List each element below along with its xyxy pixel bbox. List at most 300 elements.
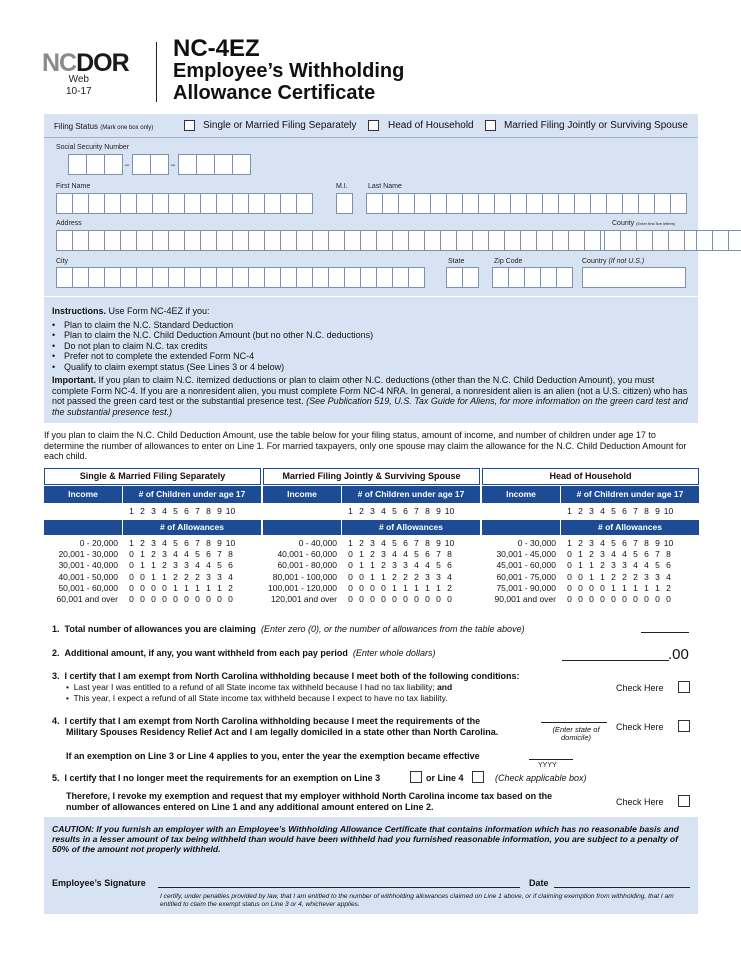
line-5-or: or Line 4 [426,773,464,783]
allowance-values [345,549,455,560]
child-count: 4 [381,506,386,516]
child-count: 8 [206,506,211,516]
mi-input[interactable] [336,193,352,214]
child-count: 10 [225,506,236,516]
county-label: County (Enter first five letters) [612,220,676,227]
allowance-value: 1 [140,549,145,560]
line-4-check-label: Check Here [616,722,664,732]
allowance-value: 0 [655,594,660,604]
caution-text: CAUTION: If you furnish an employer with an Employee’s Withholding Allowance Certificate that contains information which has no reasonable basis and results in a lesser amount of tax being withheld than would have been withheld had you furnished reasonable information, you are subject to a penalty of 50% of the amount not properly withheld. [52,824,679,854]
exempt-year-input[interactable] [529,759,573,760]
child-count: 10 [444,506,455,516]
allowance-value: 6 [447,560,452,571]
allowance-value: 3 [184,560,189,571]
certification-text: I certify, under penalties provided by law, that I am entitled to the number of withholding allowances claimed on Line 1 above, or if claiming exemption from withholding, that I am entitled to claim the exempt status on Line 3 or 4, whichever applies. [160,893,674,908]
allowance-value: 1 [414,582,419,593]
income-header: Income [263,486,341,503]
allowance-value: 1 [578,549,583,560]
allowance-value: 1 [403,582,408,593]
allowance-value: 0 [578,571,583,582]
allowance-value: 4 [392,549,397,560]
child-count: 3 [589,506,594,516]
allowance-value: 1 [622,582,627,593]
allowance-value: 5 [633,549,638,560]
allowance-value: 0 [567,549,572,560]
form-title [173,35,405,104]
line-3-checkbox[interactable] [678,681,690,693]
allowance-value: 4 [381,538,386,548]
allowance-value: 2 [622,571,627,582]
allowance-value: 0 [151,582,156,593]
allowance-value: 1 [359,560,364,571]
allowance-value: 4 [403,549,408,560]
filing-joint-label: Married Filing Jointly or Surviving Spouse [504,120,688,131]
allowance-value: 0 [370,594,375,604]
allowance-value: 0 [567,571,572,582]
instruction-bullet: • Prefer not to complete the extended Form NC-4 [52,351,692,362]
child-count: 10 [663,506,674,516]
allowance-value: 4 [633,560,638,571]
allowance-value: 1 [217,582,222,593]
child-count: 2 [140,506,145,516]
city-label: City [56,258,69,265]
allowance-value: 1 [611,582,616,593]
allowance-value: 7 [217,549,222,560]
first-name-input[interactable] [56,193,312,214]
date-label: Date [529,878,549,888]
child-count: 6 [184,506,189,516]
allowance-value: 0 [228,594,233,604]
child-count: 1 [567,506,572,516]
filing-hoh-label: Head of Household [388,120,474,131]
title-line-2: Allowance Certificate [173,82,376,104]
signature-label: Employee’s Signature [52,878,146,888]
allowance-value: 2 [447,582,452,593]
allowance-value: 7 [633,538,638,548]
revoke-text: Therefore, I revoke my exemption and request that my employer withhold North Carolina income tax based on the number of allowances entered on Line 1 and any additional amount entered on Line 2. [66,791,553,812]
allowance-value: 0 [600,582,605,593]
child-count: 5 [611,506,616,516]
allowance-value: 3 [655,571,660,582]
allowance-value: 3 [622,560,627,571]
allowance-value: 4 [644,560,649,571]
allowance-header-blank [44,520,122,535]
allowance-value: 1 [173,582,178,593]
allowance-value: 3 [644,571,649,582]
allowance-value: 0 [140,571,145,582]
allowance-value: 0 [151,594,156,604]
allowances-header: # of Allowances [561,520,699,535]
line-2: 2. Additional amount, if any, you want withheld from each pay period (Enter whole dollars) [52,648,436,658]
allowance-value: 1 [195,582,200,593]
line-5: 5. I certify that I no longer meet the requirements for an exemption on Line 3 [52,773,381,783]
allowance-value: 0 [622,594,627,604]
allowance-value: 6 [403,538,408,548]
allowance-value: 10 [444,538,455,548]
ssn-input[interactable]: - - [68,154,250,175]
allowance-value: 0 [162,582,167,593]
income-range: 40,001 - 50,000 [58,571,118,582]
allowance-value: 0 [129,582,134,593]
allowance-value: 1 [370,560,375,571]
allowance-value: 0 [403,594,408,604]
child-count: 7 [195,506,200,516]
line-4-checkbox[interactable] [678,720,690,732]
allowance-value: 5 [217,560,222,571]
signature-input[interactable] [158,887,520,888]
country-input[interactable] [582,267,686,288]
line-5-revoke-checkbox[interactable] [678,795,690,807]
date-input[interactable] [554,887,690,888]
allowance-value: 9 [655,538,660,548]
allowance-value: 0 [173,594,178,604]
allowances-header: # of Allowances [342,520,480,535]
allowance-value: 0 [666,594,671,604]
child-count: 9 [655,506,660,516]
allowance-value: 4 [600,538,605,548]
allowance-value: 0 [359,594,364,604]
zip-label: Zip Code [494,258,523,265]
child-count: 2 [359,506,364,516]
allowance-values [345,560,455,571]
child-count: 3 [151,506,156,516]
allowance-value: 0 [206,594,211,604]
allowance-value: 0 [425,594,430,604]
exempt-year-text: If an exemption on Line 3 or Line 4 applies to you, enter the year the exemption became effective [66,751,480,761]
allowance-tables [44,468,698,608]
allowance-value: 4 [447,571,452,582]
line-5-hint: (Check applicable box) [495,773,587,783]
line-5-check-label: Check Here [616,797,664,807]
allowance-values [564,594,674,605]
income-range: 0 - 20,000 [79,538,118,548]
allowance-values [345,594,455,605]
allowance-value: 0 [184,594,189,604]
child-count: 1 [129,506,134,516]
allowance-value: 1 [600,571,605,582]
allowance-value: 0 [578,582,583,593]
title-line-1: Employee’s Withholding [173,60,405,82]
allowance-value: 1 [129,538,134,548]
allowance-value: 6 [425,549,430,560]
allowance-value: 0 [195,594,200,604]
filing-status-label: Filing Status (Mark one box only) [54,122,154,131]
important-note: Important. If you plan to claim N.C. itemized deductions or plan to claim other N.C. deductions (other than the N.C. Child Deduction Amount), you must complete Form NC-4. If you are a nonresident alien, you must complete Form NC-4 NRA. In general, a nonresident alien is an alien (not a U.S. citizen) who has not passed the green card test or the substantial presence test. (See Publication 519, U.S. Tax Guide for Aliens, for more information on the green card test and the substantial presence test.) [52,375,688,417]
allowance-value: 0 [567,594,572,604]
allowance-value: 2 [414,571,419,582]
divider [44,137,698,138]
income-header: Income [482,486,560,503]
allowance-value: 7 [414,538,419,548]
allowance-value: 5 [655,560,660,571]
allowance-value: 6 [206,549,211,560]
allowance-value: 2 [392,571,397,582]
income-range: 50,001 - 60,000 [58,582,118,593]
allowance-values [126,583,236,594]
county-input[interactable] [604,230,684,251]
allowance-value: 3 [173,560,178,571]
allowance-value: 4 [162,538,167,548]
allowance-value: 0 [129,560,134,571]
children-header: # of Children under age 17 [342,486,480,503]
line-1: 1. Total number of allowances you are claiming (Enter zero (0), or the number of allowances from the table above) [52,624,525,634]
city-input[interactable] [56,267,424,288]
allowance-value: 0 [140,582,145,593]
allowance-value: 5 [414,549,419,560]
allowance-value: 0 [348,594,353,604]
state-label: State [448,258,465,265]
allowance-table [482,468,699,608]
allowance-header-blank [482,520,560,535]
allowance-value: 1 [567,538,572,548]
country-label: Country (If not U.S.) [582,258,645,265]
allowance-value: 1 [436,582,441,593]
allowance-value: 10 [225,538,236,548]
allowance-value: 2 [666,582,671,593]
zip-input[interactable] [492,267,572,288]
allowance-value: 5 [195,549,200,560]
allowance-values [345,572,455,583]
allowance-value: 1 [151,560,156,571]
allowance-value: 2 [151,549,156,560]
allowance-values [564,572,674,583]
allowance-value: 0 [359,571,364,582]
allowance-value: 0 [381,594,386,604]
allowance-value: 9 [217,538,222,548]
allowance-value: 2 [589,549,594,560]
child-count: 4 [600,506,605,516]
allowance-value: 0 [414,594,419,604]
income-range: 0 - 30,000 [517,538,556,548]
allowance-values [126,560,236,571]
allowance-value: 10 [663,538,674,548]
allowance-value: 8 [644,538,649,548]
income-range: 80,001 - 100,000 [272,571,337,582]
allowance-values [564,538,674,549]
line-2-cents: .00 [668,646,689,663]
child-count: 5 [173,506,178,516]
allowance-value: 6 [666,560,671,571]
allowance-value: 5 [173,538,178,548]
allowance-value: 4 [184,549,189,560]
income-range: 30,001 - 45,000 [496,549,556,560]
allowance-value: 3 [151,538,156,548]
income-range: 90,001 and over [494,594,556,604]
allowance-value: 0 [436,594,441,604]
allowance-value: 8 [666,549,671,560]
allowance-values [564,560,674,571]
allowance-value: 7 [195,538,200,548]
form-number: NC-4EZ [173,35,260,62]
filing-single-checkbox[interactable] [184,120,195,131]
allowance-value: 0 [359,582,364,593]
yyyy-hint: YYYY [538,762,557,769]
child-count: 1 [348,506,353,516]
income-range: 120,001 and over [270,594,337,604]
allowance-value: 5 [611,538,616,548]
allowance-value: 0 [129,571,134,582]
address-label: Address [56,220,82,227]
filing-single-label: Single or Married Filing Separately [203,120,357,131]
allowance-value: 1 [589,571,594,582]
web-version: Web 10-17 [66,74,92,97]
allowance-value: 0 [578,594,583,604]
mi-label: M.I. [336,183,348,190]
allowance-value: 5 [436,560,441,571]
child-count: 9 [436,506,441,516]
instructions: Instructions. Use Form NC-4EZ if you: • Plan to claim the N.C. Standard Deduction • Plan to claim the N.C. Child Deduction Amount (but no other N.C. deductions) • Do not plan to claim N.C. tax credits • Prefer not to complete the extended Form NC-4 • Qualify to claim exempt status (See Lines 3 or 4 below) Important. If you plan to claim N.C. itemized deductions or plan to claim other N.C. deductions (other than the N.C. Child Deduction Amount), you must complete Form NC-4. If you are a nonresident alien, you must complete Form NC-4 NRA. In general, a nonresident alien is an alien (not a U.S. citizen) who has not passed the green card test or the substantial presence test. (See Publication 519, U.S. Tax Guide for Aliens, for more information on the green card test and the substantial presence test.) [52,306,692,417]
state-input[interactable] [446,267,478,288]
allowance-value: 6 [184,538,189,548]
income-range: 60,001 and over [56,594,118,604]
allowance-value: 4 [425,560,430,571]
allowance-value: 2 [228,582,233,593]
allowance-value: 2 [403,571,408,582]
allowance-value: 0 [348,549,353,560]
allowance-value: 8 [425,538,430,548]
allowance-value: 5 [392,538,397,548]
allowance-value: 2 [195,571,200,582]
children-numbers [345,506,455,518]
allowance-values [126,572,236,583]
allowance-value: 2 [173,571,178,582]
allowance-value: 6 [228,560,233,571]
allowance-value: 1 [655,582,660,593]
allowance-value: 1 [359,549,364,560]
last-name-input[interactable] [366,193,686,214]
allowance-value: 3 [217,571,222,582]
allowance-value: 8 [206,538,211,548]
child-deduction-paragraph: If you plan to claim the N.C. Child Deduction Amount, use the table below for your filing status, amount of income, and number of children under age 17 to determine the number of allowances to enter on Line 1. For married taxpayers, only one spouse may claim the allowance for the N.C. Child Deduction Amount for each child. [44,430,687,461]
allowance-table [44,468,261,608]
table-title: Head of Household [482,468,699,485]
allowance-values [564,583,674,594]
allowance-value: 6 [622,538,627,548]
allowance-value: 1 [589,560,594,571]
allowance-value: 2 [381,560,386,571]
children-header: # of Children under age 17 [123,486,261,503]
allowance-value: 4 [622,549,627,560]
line-5-line4-checkbox[interactable] [472,771,484,783]
instruction-bullet: • Qualify to claim exempt status (See Lines 3 or 4 below) [52,362,692,373]
allowance-value: 2 [578,538,583,548]
line-3-check-label: Check Here [616,683,664,693]
child-count: 8 [425,506,430,516]
line-5-line3-checkbox[interactable] [410,771,422,783]
allowance-value: 9 [436,538,441,548]
allowance-value: 8 [228,549,233,560]
filing-hoh-checkbox[interactable] [368,120,379,131]
allowance-value: 2 [184,571,189,582]
allowance-value: 1 [184,582,189,593]
income-header: Income [44,486,122,503]
allowance-value: 6 [644,549,649,560]
allowances-header: # of Allowances [123,520,261,535]
allowance-value: 2 [600,560,605,571]
allowance-value: 0 [162,594,167,604]
income-range: 45,001 - 60,000 [496,560,556,571]
instruction-bullet: • Plan to claim the N.C. Child Deduction Amount (but no other N.C. deductions) [52,330,692,341]
child-count: 5 [392,506,397,516]
allowance-value: 4 [195,560,200,571]
allowance-value: 0 [129,594,134,604]
allowance-value: 2 [633,571,638,582]
allowance-value: 3 [206,571,211,582]
allowance-value: 0 [392,594,397,604]
first-name-label: First Name [56,183,91,190]
allowance-value: 0 [381,582,386,593]
income-range: 60,001 - 75,000 [496,571,556,582]
children-numbers [564,506,674,518]
line-2-input[interactable] [562,660,669,661]
allowance-value: 3 [611,560,616,571]
allowance-table [263,468,480,608]
ncdor-logo: NCDOR [42,49,129,77]
allowance-value: 0 [370,582,375,593]
income-range: 0 - 40,000 [298,538,337,548]
allowance-value: 4 [666,571,671,582]
domicile-state-input[interactable] [541,722,607,723]
allowance-value: 3 [403,560,408,571]
allowance-value: 4 [228,571,233,582]
child-count: 9 [217,506,222,516]
allowance-value: 1 [140,560,145,571]
allowance-value: 0 [644,594,649,604]
allowance-header-blank [263,520,341,535]
instruction-bullet: • Do not plan to claim N.C. tax credits [52,341,692,352]
allowance-value: 3 [162,549,167,560]
line-1-input[interactable] [641,632,689,633]
children-numbers [126,506,236,518]
allowance-value: 0 [140,594,145,604]
allowance-value: 0 [348,571,353,582]
child-count: 7 [633,506,638,516]
domicile-hint: (Enter state of domicile) [552,725,600,742]
child-count: 8 [644,506,649,516]
allowance-value: 1 [425,582,430,593]
child-count: 2 [578,506,583,516]
allowance-value: 1 [206,582,211,593]
child-count: 6 [403,506,408,516]
allowance-value: 7 [436,549,441,560]
line-4: 4. I certify that I am exempt from North Carolina withholding because I meet the requirements of the Military Spouses Residency Relief Act and I am legally domiciled in a state other than North Carolina. [52,716,499,737]
last-name-label: Last Name [368,183,402,190]
allowance-value: 1 [578,560,583,571]
child-count: 6 [622,506,627,516]
header-divider [156,42,157,102]
allowance-value: 0 [447,594,452,604]
table-title: Single & Married Filing Separately [44,468,261,485]
allowance-value: 0 [348,582,353,593]
allowance-value: 0 [348,560,353,571]
allowance-value: 2 [140,538,145,548]
allowance-value: 0 [611,594,616,604]
allowance-value: 4 [414,560,419,571]
allowance-value: 1 [392,582,397,593]
child-count: 3 [370,506,375,516]
allowance-value: 2 [611,571,616,582]
child-count: 4 [162,506,167,516]
allowance-value: 7 [655,549,660,560]
allowance-value: 8 [447,549,452,560]
allowance-value: 0 [589,594,594,604]
line-3: 3. I certify that I am exempt from North Carolina withholding because I meet both of the following conditions: • Last year I was entitled to a refund of all State income tax withheld because I had no tax liability; and • This year, I expect a refund of all State income tax withheld because I expect to have no tax liability. [52,671,520,703]
allowance-value: 1 [151,571,156,582]
allowance-value: 0 [567,560,572,571]
allowance-value: 0 [217,594,222,604]
income-range: 75,001 - 90,000 [496,582,556,593]
filing-joint-checkbox[interactable] [485,120,496,131]
